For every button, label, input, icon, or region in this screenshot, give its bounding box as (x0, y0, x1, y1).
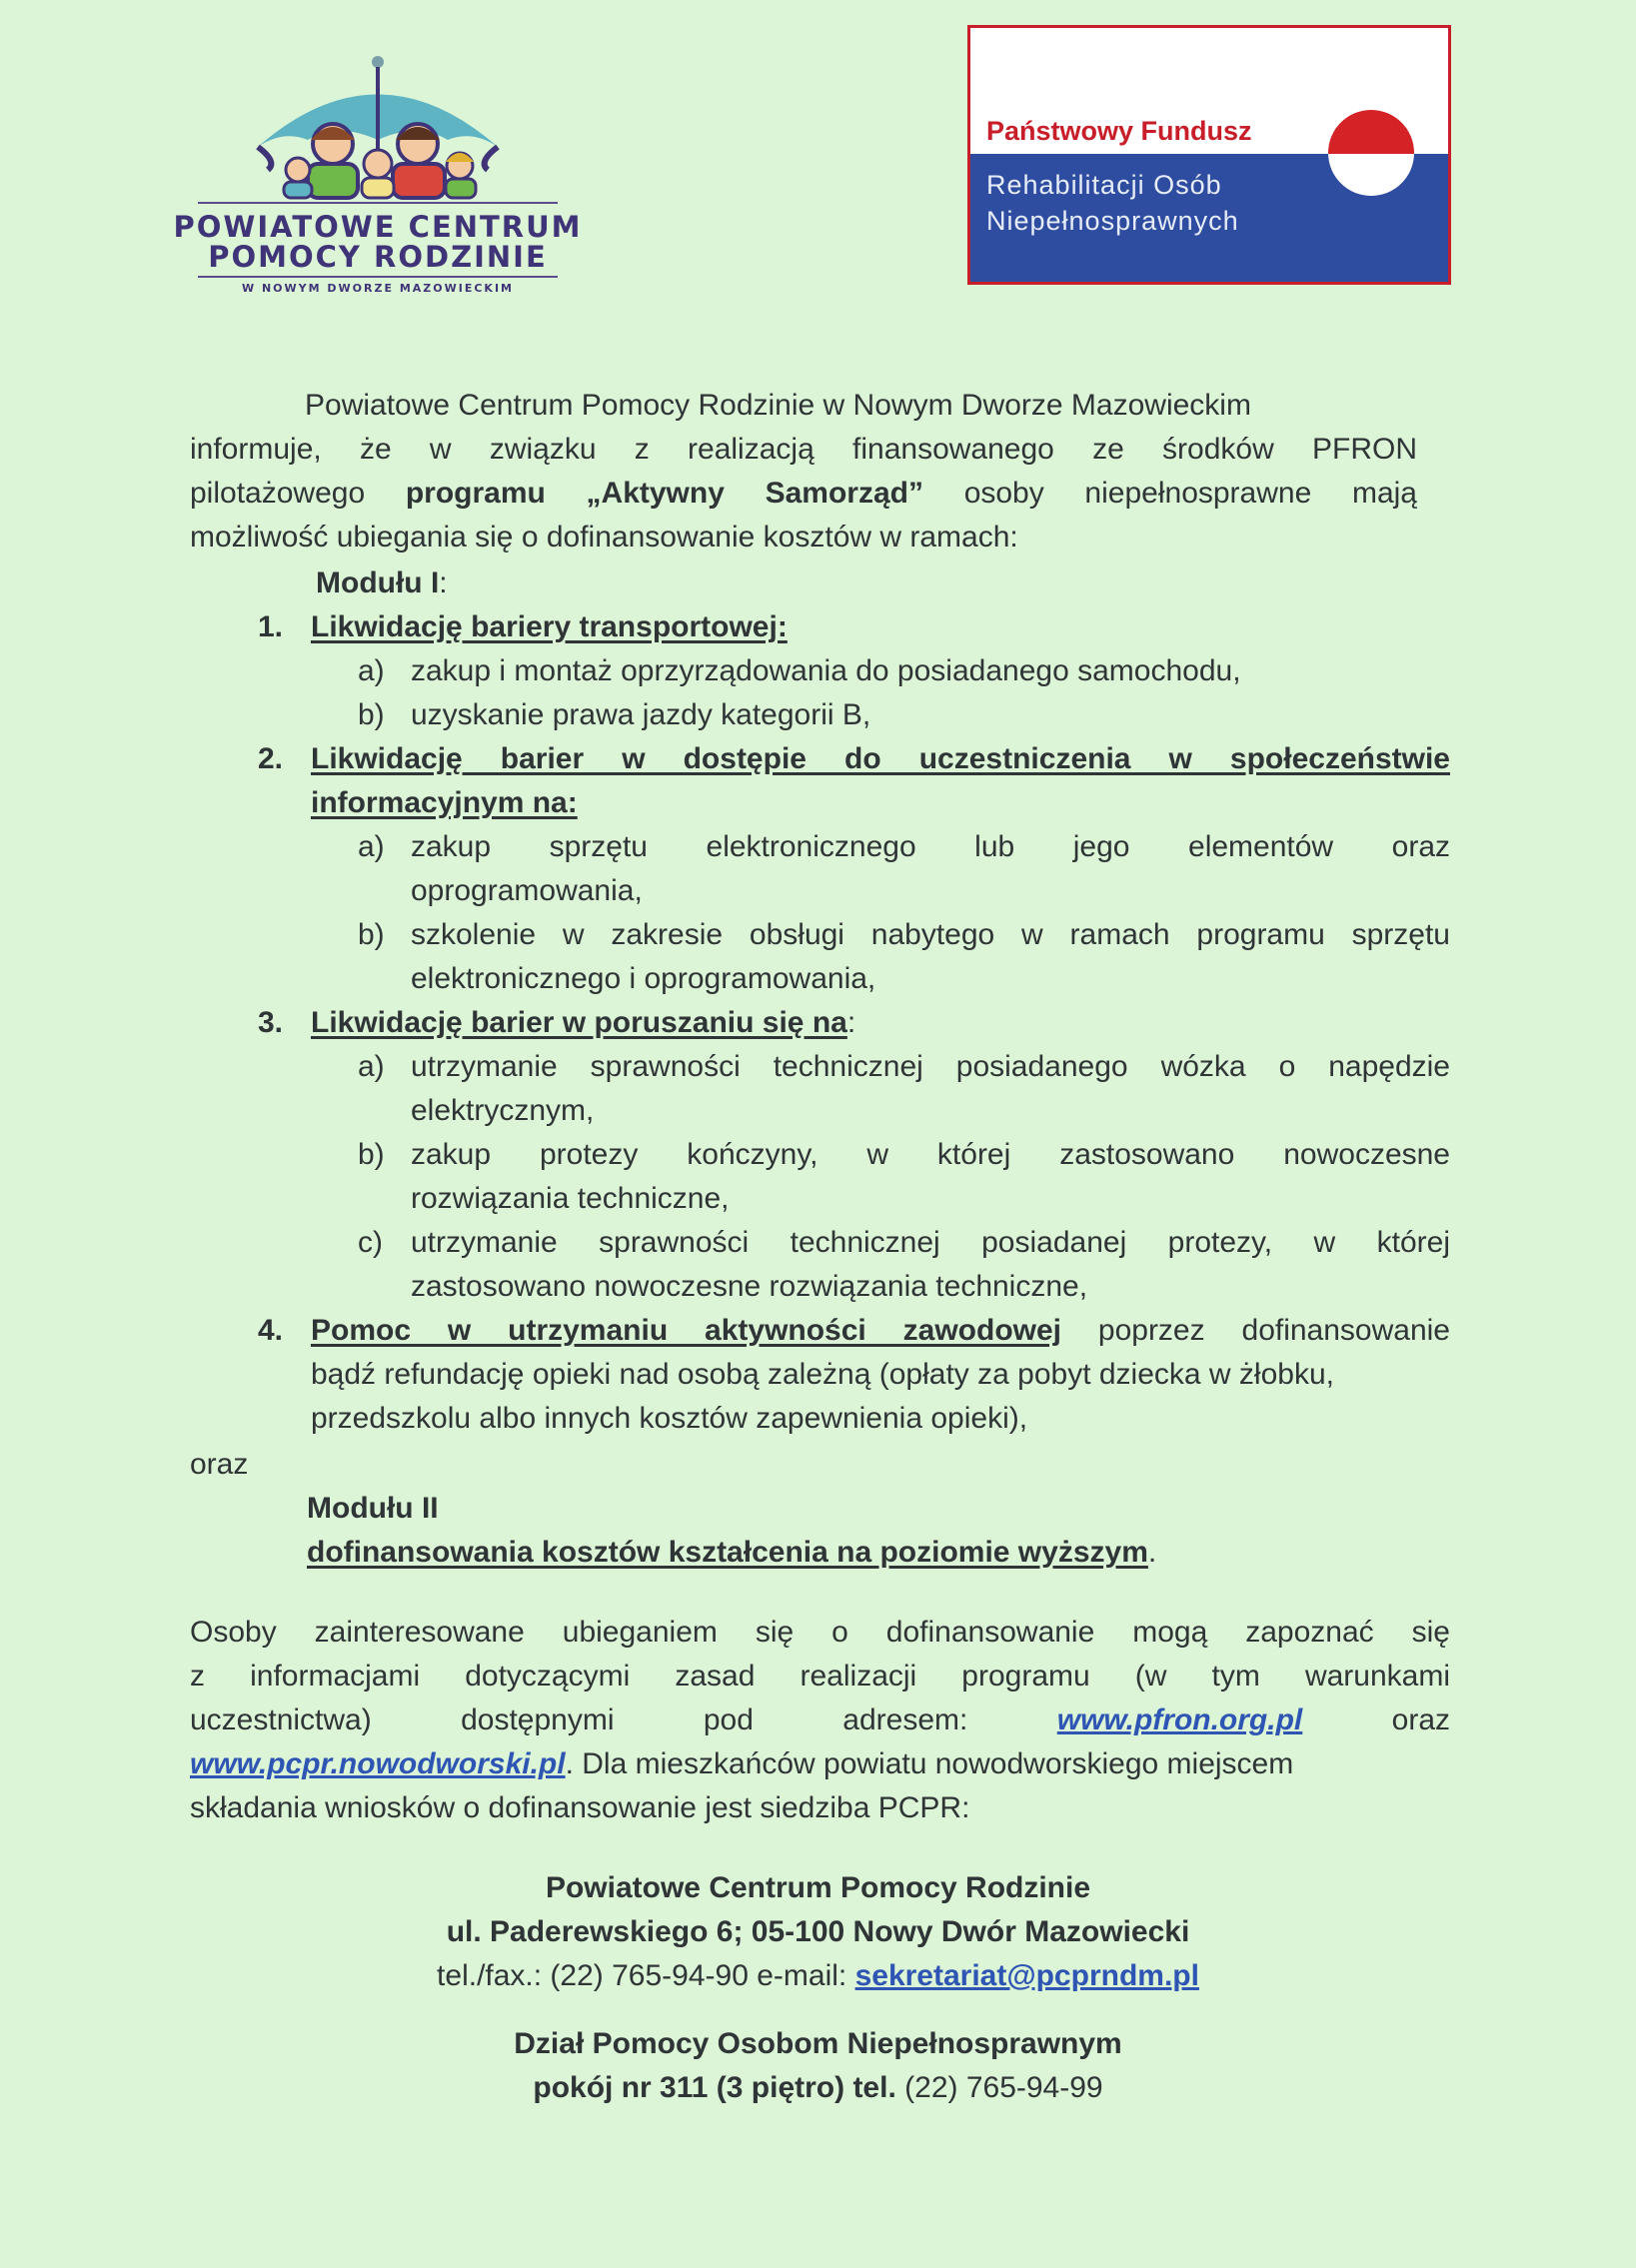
address-name: Powiatowe Centrum Pomocy Rodzinie (545, 1871, 1091, 1904)
item-1-title: Likwidację bariery transportowej: (311, 610, 788, 643)
item-3b-text-line-2: rozwiązania techniczne, (411, 1182, 730, 1215)
item-4-line-2: bądź refundację opieki nad osobą zależną (opłaty za pobyt dziecka w żłobku, (311, 1358, 1334, 1391)
item-2-number: 2. (258, 742, 284, 775)
pcpr-link[interactable]: www.pcpr.nowodworski.pl (190, 1747, 566, 1780)
pfron-logo-line2: Rehabilitacji Osób (986, 170, 1222, 200)
item-1b-letter: b) (358, 698, 385, 731)
item-4-line-3: przedszkolu albo innych kosztów zapewnienia opieki), (311, 1402, 1028, 1435)
item-2a-letter: a) (358, 830, 385, 863)
item-3c-text-line-2: zastosowano nowoczesne rozwiązania techniczne, (411, 1270, 1088, 1303)
email-link[interactable]: sekretariat@pcprndm.pl (854, 1959, 1199, 1992)
program-name: programu „Aktywny Samorząd” (405, 477, 923, 510)
item-2a-text-line-1: zakup sprzętu elektronicznego lub jego elementów oraz (411, 830, 1450, 863)
intro-line-2: informuje, że w związku z realizacją finansowanego ze środków PFRON (190, 433, 1417, 466)
item-3-title: Likwidację barier w poruszaniu się na: (311, 1006, 856, 1039)
info-line-2: z informacjami dotyczącymi zasad realizacji programu (w tym warunkami (190, 1660, 1450, 1693)
info-line-1: Osoby zainteresowane ubieganiem się o dofinansowanie mogą zapoznać się (190, 1616, 1450, 1649)
intro-line-3: pilotażowego programu „Aktywny Samorząd” osoby niepełnosprawne mają (190, 477, 1417, 510)
item-3c-text-line-1: utrzymanie sprawności technicznej posiadanej protezy, w której (411, 1226, 1450, 1259)
logo-rule-top (198, 202, 558, 204)
item-2b-text-line-1: szkolenie w zakresie obsługi nabytego w ramach programu sprzętu (411, 918, 1450, 951)
item-3b-letter: b) (358, 1138, 385, 1171)
info-line-3: uczestnictwa) dostępnymi pod adresem: www.pfron.org.pl oraz (190, 1703, 1450, 1736)
item-1a-text: zakup i montaż oprzyrządowania do posiadanego samochodu, (411, 654, 1241, 687)
item-4-line-1: Pomoc w utrzymaniu aktywności zawodowej poprzez dofinansowanie (311, 1314, 1450, 1347)
item-2a-text-line-2: oprogramowania, (411, 874, 643, 907)
item-1b-text: uzyskanie prawa jazdy kategorii B, (411, 698, 871, 731)
address-contact: tel./fax.: (22) 765-94-90 e-mail: sekretariat@pcprndm.pl (437, 1959, 1199, 1992)
item-4-number: 4. (258, 1314, 284, 1347)
department-room: pokój nr 311 (3 piętro) tel. (22) 765-94-99 (533, 2071, 1103, 2104)
item-3b-text-line-1: zakup protezy kończyny, w której zastosowano nowoczesne (411, 1138, 1450, 1171)
item-1a-letter: a) (358, 654, 385, 687)
info-line-4: www.pcpr.nowodworski.pl. Dla mieszkańców powiatu nowodworskiego miejscem (190, 1747, 1294, 1780)
item-3a-text-line-1: utrzymanie sprawności technicznej posiadanego wózka o napędzie (411, 1050, 1450, 1083)
item-2-title-line-2: informacyjnym na: (311, 786, 578, 819)
item-3-number: 3. (258, 1006, 284, 1039)
item-3a-letter: a) (358, 1050, 385, 1083)
address-street: ul. Paderewskiego 6; 05-100 Nowy Dwór Mazowiecki (446, 1915, 1190, 1948)
pcpr-logo (168, 52, 588, 302)
pcpr-logo-line2: POMOCY RODZINIE (208, 240, 548, 274)
module2-title: dofinansowania kosztów kształcenia na poziomie wyższym. (307, 1536, 1157, 1569)
item-2-title-line-1: Likwidację barier w dostępie do uczestniczenia w społeczeństwie (311, 742, 1450, 775)
item-2b-text-line-2: elektronicznego i oprogramowania, (411, 962, 876, 995)
info-line-5: składania wniosków o dofinansowanie jest siedziba PCPR: (190, 1791, 970, 1824)
umbrella-family-icon (248, 52, 508, 202)
pcpr-logo-line1: POWIATOWE CENTRUM (173, 210, 583, 244)
oraz-label: oraz (190, 1448, 249, 1481)
item-2b-letter: b) (358, 918, 385, 951)
pfron-logo-line1: Państwowy Fundusz (986, 116, 1252, 146)
intro-line-1: Powiatowe Centrum Pomocy Rodzinie w Nowym Dworze Mazowieckim (305, 389, 1251, 422)
item-1-number: 1. (258, 610, 284, 643)
department-name: Dział Pomocy Osobom Niepełnosprawnym (514, 2027, 1122, 2060)
pfron-circle-icon (1328, 110, 1414, 196)
logo-rule-bottom (198, 276, 558, 278)
item-3c-letter: c) (358, 1226, 383, 1259)
intro-line-4: możliwość ubiegania się o dofinansowanie kosztów w ramach: (190, 521, 1018, 554)
module2-heading: Modułu II (307, 1492, 439, 1525)
module1-heading: Modułu I: (316, 567, 448, 599)
item-3a-text-line-2: elektrycznym, (411, 1094, 595, 1127)
pfron-logo (967, 25, 1451, 285)
pfron-link[interactable]: www.pfron.org.pl (1056, 1703, 1303, 1736)
pcpr-logo-line3: W NOWYM DWORZE MAZOWIECKIM (242, 282, 514, 295)
pfron-logo-line3: Niepełnosprawnych (986, 206, 1239, 236)
